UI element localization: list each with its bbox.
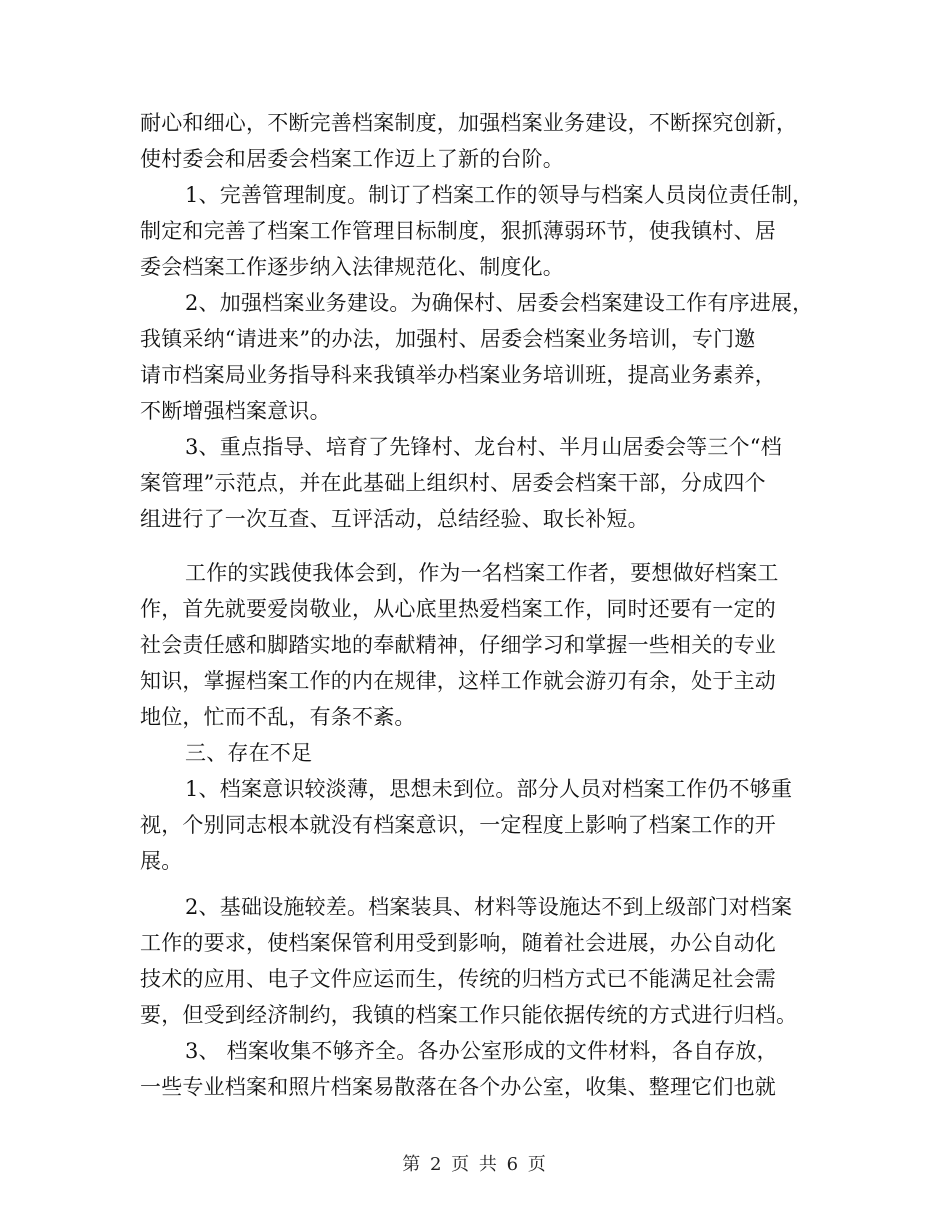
paragraph-line: 委会档案工作逐步纳入法律规范化、制度化。 — [140, 255, 564, 279]
paragraph-line: 不断增强档案意识。 — [140, 399, 331, 423]
page-number-footer: 第 2 页 共 6 页 — [402, 1154, 548, 1175]
section-heading: 三、存在不足 — [185, 741, 313, 765]
paragraph-line: 技术的应用、电子文件应运而生，传统的归档方式已不能满足社会需 — [140, 967, 776, 991]
paragraph-line: 知识，掌握档案工作的内在规律，这样工作就会游刃有余，处于主动 — [140, 669, 776, 693]
paragraph-line: 耐心和细心，不断完善档案制度，加强档案业务建设，不断探究创新， — [140, 111, 798, 135]
paragraph-line: 一些专业档案和照片档案易散落在各个办公室，收集、整理它们也就 — [140, 1075, 776, 1099]
paragraph-line: 展。 — [140, 849, 183, 873]
paragraph-line: 2、基础设施较差。档案装具、材料等设施达不到上级部门对档案 — [185, 895, 793, 919]
paragraph-line: 使村委会和居委会档案工作迈上了新的台阶。 — [140, 147, 564, 171]
paragraph-line: 地位，忙而不乱，有条不紊。 — [140, 705, 416, 729]
paragraph-line: 1、完善管理制度。制订了档案工作的领导与档案人员岗位责任制， — [185, 183, 814, 207]
paragraph-line: 作，首先就要爱岗敬业，从心底里热爱档案工作，同时还要有一定的 — [140, 597, 776, 621]
paragraph-line: 2、加强档案业务建设。为确保村、居委会档案建设工作有序进展， — [185, 291, 814, 315]
paragraph-line: 制定和完善了档案工作管理目标制度，狠抓薄弱环节，使我镇村、居 — [140, 219, 776, 243]
paragraph-line: 组进行了一次互查、互评活动，总结经验、取长补短。 — [140, 507, 649, 531]
paragraph-line: 案管理”示范点，并在此基础上组织村、居委会档案干部，分成四个 — [140, 471, 766, 495]
paragraph-line: 视，个别同志根本就没有档案意识，一定程度上影响了档案工作的开 — [140, 813, 776, 837]
paragraph-line: 3、 档案收集不够齐全。各办公室形成的文件材料，各自存放， — [185, 1039, 778, 1063]
paragraph-line: 我镇采纳“请进来”的办法，加强村、居委会档案业务培训，专门邀 — [140, 327, 756, 351]
paragraph-line: 社会责任感和脚踏实地的奉献精神，仔细学习和掌握一些相关的专业 — [140, 633, 776, 657]
paragraph-line: 要，但受到经济制约，我镇的档案工作只能依据传统的方式进行归档。 — [140, 1003, 798, 1027]
paragraph-line: 1、档案意识较淡薄，思想未到位。部分人员对档案工作仍不够重 — [185, 777, 793, 801]
paragraph-line: 3、重点指导、培育了先锋村、龙台村、半月山居委会等三个“档 — [185, 435, 782, 459]
paragraph-line: 工作的实践使我体会到，作为一名档案工作者，要想做好档案工 — [185, 561, 779, 585]
paragraph-line: 工作的要求，使档案保管利用受到影响，随着社会进展，办公自动化 — [140, 931, 776, 955]
paragraph-line: 请市档案局业务指导科来我镇举办档案业务培训班，提高业务素养， — [140, 363, 776, 387]
